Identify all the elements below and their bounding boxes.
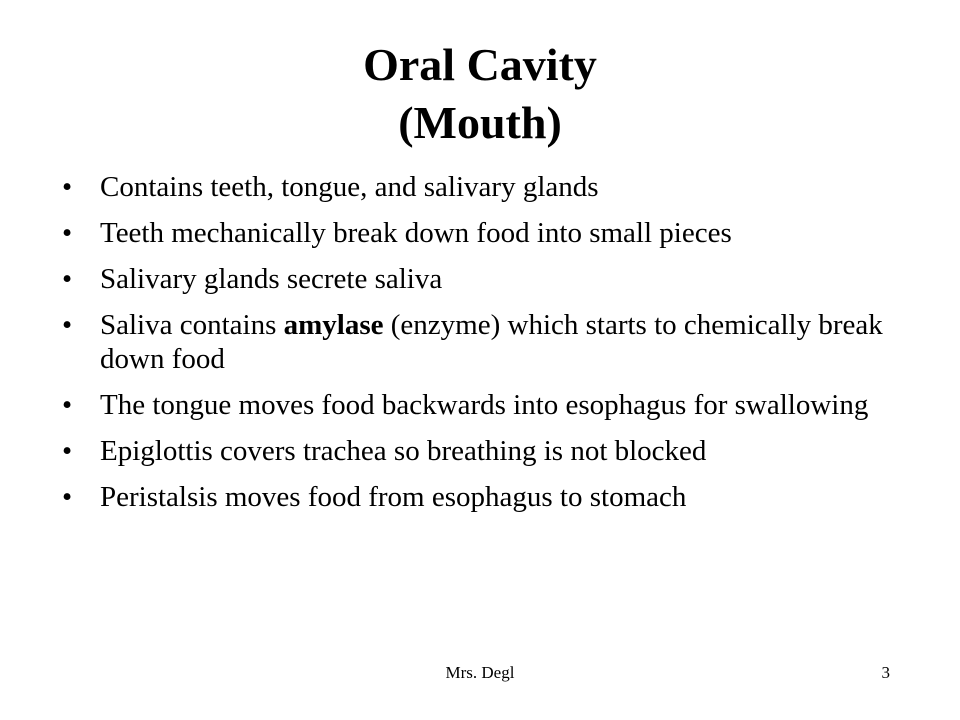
bullet-icon: • (62, 389, 73, 421)
bullet-item (62, 480, 912, 514)
bullet-text: Peristalsis moves food from esophagus to stomach (100, 481, 687, 513)
bullet-icon: • (62, 263, 73, 295)
bullet-item (62, 216, 912, 250)
bullet-list (62, 170, 912, 526)
bullet-text-after: (enzyme) which starts to chemically break down food (100, 309, 883, 375)
bullet-item (62, 262, 912, 296)
bullet-icon: • (62, 217, 73, 249)
bullet-text: Salivary glands secrete saliva (100, 263, 443, 295)
bullet-icon: • (62, 481, 73, 513)
bullet-item (62, 388, 912, 422)
bullet-icon: • (62, 435, 73, 467)
bullet-icon: • (62, 309, 73, 341)
slide-title (60, 36, 900, 152)
bullet-item (62, 308, 912, 376)
slide-title-line-2: (Mouth) (398, 97, 562, 148)
bullet-text: Teeth mechanically break down food into small pieces (100, 217, 732, 249)
bullet-text: Epiglottis covers trachea so breathing is not blocked (100, 435, 707, 467)
bullet-text-before: Saliva contains (100, 309, 284, 341)
bullet-item (62, 434, 912, 468)
bullet-icon: • (62, 171, 73, 203)
slide-title-line-1: Oral Cavity (363, 39, 597, 90)
footer-author: Mrs. Degl (445, 663, 515, 682)
bullet-item (62, 170, 912, 204)
bullet-text-bold-term: amylase (283, 309, 384, 341)
bullet-text: Contains teeth, tongue, and salivary glands (100, 171, 599, 203)
bullet-text: The tongue moves food backwards into esophagus for swallowing (100, 389, 869, 421)
slide-number: 3 (881, 663, 890, 682)
